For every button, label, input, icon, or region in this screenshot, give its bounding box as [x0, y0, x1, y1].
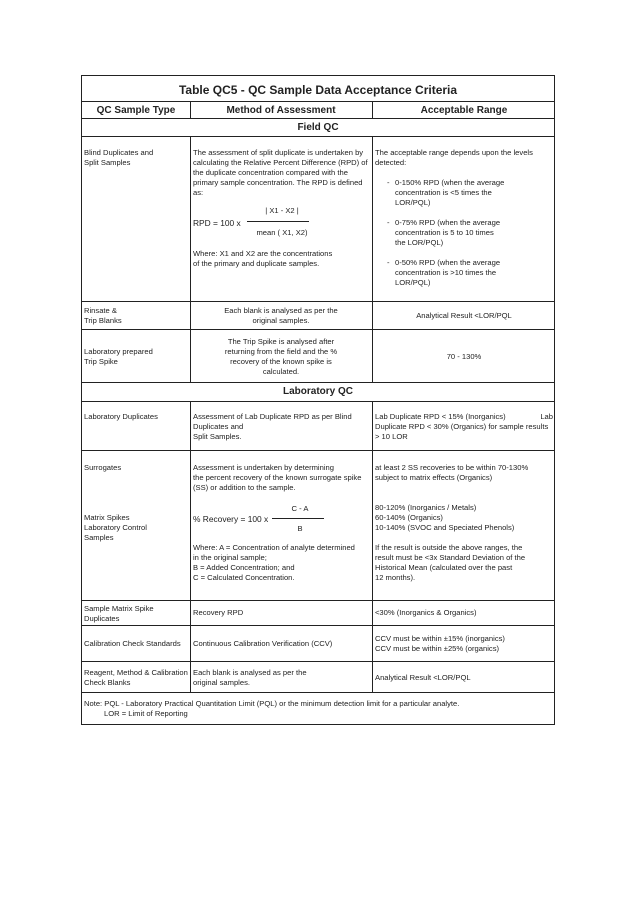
- divider: [82, 661, 554, 662]
- header-method: Method of Assessment: [226, 105, 336, 116]
- divider: [82, 692, 554, 693]
- row-reagent-method: Each blank is analysed as per the original samples.: [193, 668, 307, 687]
- section-laboratory-qc: Laboratory QC: [282, 386, 353, 397]
- divider: [82, 118, 554, 119]
- row-reagent-range: Analytical Result <LOR/PQL: [375, 673, 471, 682]
- fraction-bar: [247, 221, 309, 222]
- row-ccs-range: CCV must be within ±15% (inorganics) CCV must be within ±25% (organics): [375, 634, 505, 653]
- row-msd-type: Sample Matrix Spike Duplicates: [84, 604, 154, 623]
- qc-acceptance-table: [81, 75, 555, 725]
- divider: [82, 600, 554, 601]
- row-labdup-method: Assessment of Lab Duplicate RPD as per Blind Duplicates and Split Samples.: [193, 412, 352, 441]
- row-ccs-method: Continuous Calibration Verification (CCV): [193, 639, 333, 648]
- row-trip-type: Laboratory prepared Trip Spike: [84, 347, 153, 366]
- recovery-formula-denominator: B: [297, 524, 303, 533]
- row-labdup-type: Laboratory Duplicates: [84, 412, 158, 421]
- rpd-formula-numerator: | X1 - X2 |: [265, 206, 299, 215]
- row-labdup-range: Lab Duplicate RPD < 15% (Inorganics) Lab Duplicate RPD < 30% (Organics) for sample results > 10 LOR: [375, 412, 553, 441]
- table-note: Note: PQL - Laboratory Practical Quantitation Limit (PQL) or the minimum detection limit for a particular analyte. LOR = Limit of Reporting: [84, 699, 460, 718]
- row-surrogates-type: Surrogates: [84, 463, 122, 472]
- row-rinsate-range: Analytical Result <LOR/PQL: [416, 311, 512, 320]
- row-rinsate-method: Each blank is analysed as per the original samples.: [224, 306, 338, 325]
- fraction-bar: [272, 518, 324, 519]
- rpd-formula-denominator: mean ( X1, X2): [256, 228, 308, 237]
- recovery-formula-lhs: % Recovery = 100 x: [193, 514, 269, 524]
- divider: [82, 450, 554, 451]
- header-acceptable-range: Acceptable Range: [420, 105, 508, 116]
- list-item: - 0-50% RPD (when the average concentration is >10 times the LOR/PQL): [387, 258, 501, 287]
- row-surrogates-method-intro: Assessment is undertaken by determining the percent recovery of the known surrogate spike (SS) or addition to the sample.: [193, 463, 362, 492]
- list-item: - 0-75% RPD (when the average concentration is 5 to 10 times the LOR/PQL): [387, 218, 501, 247]
- row-blind-method-where: Where: X1 and X2 are the concentrations of the primary and duplicate samples.: [193, 249, 333, 268]
- row-ccs-type: Calibration Check Standards: [84, 639, 181, 648]
- row-blind-method-intro: The assessment of split duplicate is undertaken by calculating the Relative Percent Difference (RPD) of the duplicate concentration compared with the primary sample concentration. The RPD is defined as:: [193, 148, 368, 197]
- header-qc-sample-type: QC Sample Type: [96, 105, 176, 116]
- divider: [82, 101, 554, 102]
- row-surrogates-method-where: Where: A = Concentration of analyte determined in the original sample; B = Added Concentration; and C = Calculated Concentration.: [193, 543, 355, 582]
- row-msd-range: <30% (Inorganics & Organics): [375, 608, 477, 617]
- rpd-formula-lhs: RPD = 100 x: [193, 218, 241, 228]
- divider: [190, 401, 191, 692]
- row-matrix-spikes-type: Matrix Spikes Laboratory Control Samples: [84, 513, 147, 542]
- divider: [372, 401, 373, 692]
- row-trip-method: The Trip Spike is analysed after returning from the field and the % recovery of the known spike is calculated.: [224, 337, 338, 376]
- divider: [82, 382, 554, 383]
- row-blind-type: Blind Duplicates and Split Samples: [84, 148, 154, 167]
- row-msd-method: Recovery RPD: [193, 608, 244, 617]
- row-blind-range: The acceptable range depends upon the levels detected: - 0-150% RPD (when the average concentration is <5 times the LOR/PQL) - 0-75% RPD (when the average concentration is 5 to 10 times the LOR/PQL) - 0-50% RPD (when the average concentration is >10 times the LOR/PQL): [375, 148, 555, 288]
- section-field-qc: Field QC: [297, 122, 339, 133]
- row-reagent-type: Reagent, Method & Calibration Check Blanks: [84, 668, 188, 687]
- row-rinsate-type: Rinsate & Trip Blanks: [84, 306, 122, 325]
- divider: [82, 329, 554, 330]
- divider: [82, 301, 554, 302]
- recovery-formula-numerator: C - A: [291, 504, 309, 513]
- row-surrogates-range: at least 2 SS recoveries to be within 70-130% subject to matrix effects (Organics) 80-120% (Inorganics / Metals) 60-140% (Organics) 10-140% (SVOC and Speciated Phenols) If the result is outside the above ranges, the result must be <3x Standard Deviation of the Historical Mean (calculated over the past 12 months).: [375, 463, 529, 582]
- list-item: - 0-150% RPD (when the average concentration is <5 times the LOR/PQL): [387, 178, 505, 207]
- row-trip-range: 70 - 130%: [446, 352, 482, 361]
- divider: [82, 136, 554, 137]
- table-title: Table QC5 - QC Sample Data Acceptance Criteria: [178, 83, 458, 97]
- divider: [82, 625, 554, 626]
- divider: [82, 401, 554, 402]
